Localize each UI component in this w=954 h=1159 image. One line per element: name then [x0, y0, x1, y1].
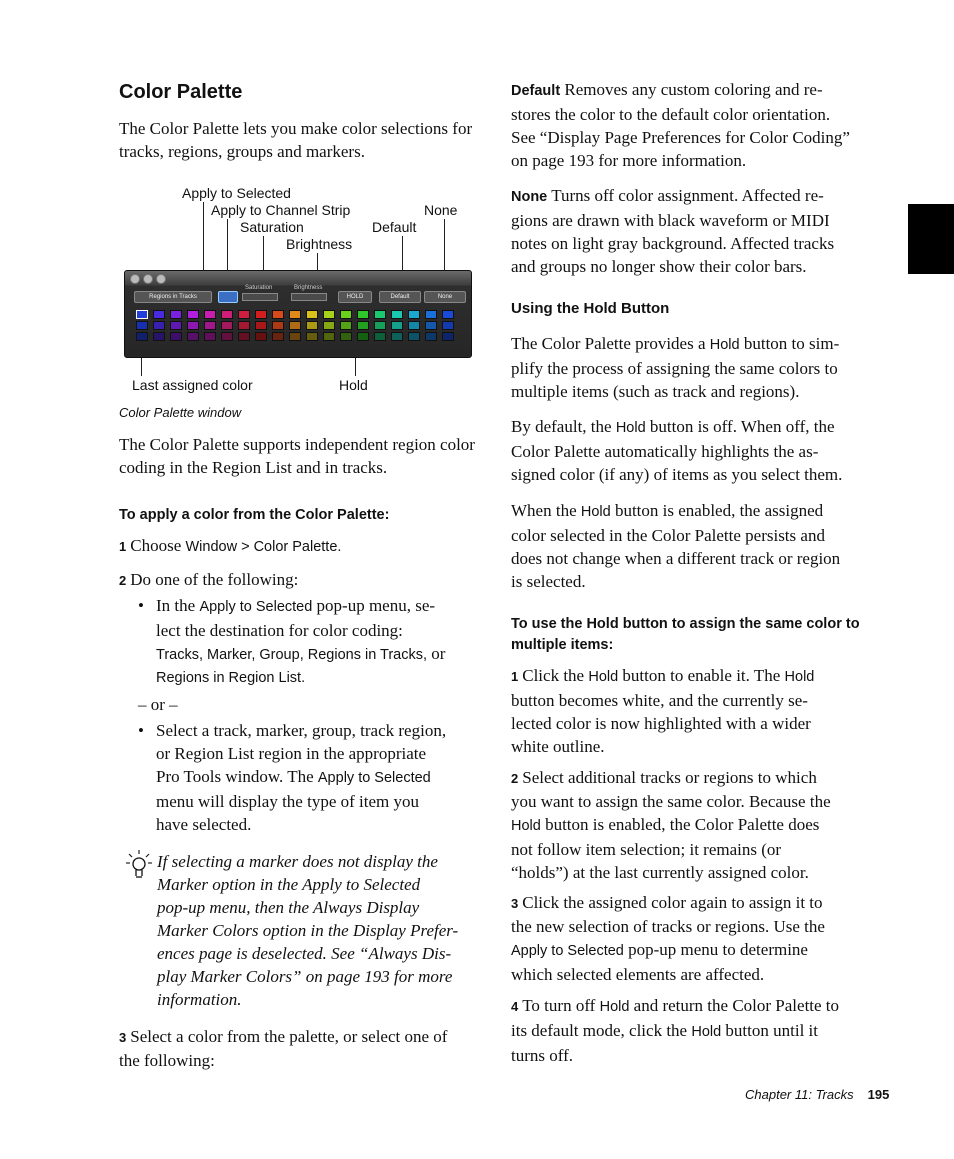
color-swatch[interactable]	[221, 310, 233, 319]
color-swatch[interactable]	[408, 321, 420, 330]
saturation-slider-label: Saturation	[245, 285, 273, 291]
color-swatch[interactable]	[391, 310, 403, 319]
or-separator: – or –	[138, 695, 178, 714]
hold-step-3: 3 Click the assigned color again to assign it to the new selection of tracks or regions. Use the Apply to Selected pop-up menu to determine which selected elements are affected.	[511, 893, 825, 984]
color-swatch[interactable]	[187, 321, 199, 330]
color-swatch[interactable]	[323, 310, 335, 319]
color-swatch[interactable]	[272, 332, 284, 341]
color-swatch[interactable]	[221, 321, 233, 330]
color-swatch[interactable]	[170, 310, 182, 319]
callout-none: None	[424, 202, 458, 218]
color-swatch[interactable]	[323, 321, 335, 330]
step-2: 2 Do one of the following:	[119, 570, 299, 589]
color-swatch[interactable]	[306, 310, 318, 319]
region-coding-paragraph: The Color Palette supports independent region color coding in the Region List and in tracks.	[119, 435, 475, 477]
callout-last-assigned-color: Last assigned color	[132, 377, 253, 393]
color-swatch[interactable]	[238, 321, 250, 330]
hold-step-4: 4 To turn off Hold and return the Color Palette to its default mode, click the Hold button until it turns off.	[511, 996, 840, 1065]
callout-apply-to-channel-strip: Apply to Channel Strip	[211, 202, 351, 218]
color-swatch[interactable]	[357, 332, 369, 341]
color-swatch[interactable]	[442, 321, 454, 330]
footer-chapter: Chapter 11: Tracks	[745, 1087, 854, 1102]
color-swatch[interactable]	[357, 321, 369, 330]
bullet-select-track: • Select a track, marker, group, track region, or Region List region in the appropriate Pro Tools window. The Apply to Selected menu will display the type of item you have selected.	[138, 721, 447, 834]
color-palette-window	[124, 270, 472, 358]
color-swatch[interactable]	[442, 332, 454, 341]
callout-brightness: Brightness	[286, 236, 353, 252]
color-swatch[interactable]	[255, 321, 267, 330]
color-swatch[interactable]	[204, 332, 216, 341]
color-swatch[interactable]	[289, 310, 301, 319]
color-swatch[interactable]	[289, 321, 301, 330]
color-swatch[interactable]	[408, 310, 420, 319]
color-swatch[interactable]	[170, 332, 182, 341]
color-swatch[interactable]	[187, 332, 199, 341]
color-swatch[interactable]	[170, 321, 182, 330]
default-definition: Default Removes any custom coloring and re- stores the color to the default color orientation. See “Display Page Preferences for Color Coding” on page 193 for more information.	[511, 80, 850, 170]
saturation-slider[interactable]	[242, 293, 278, 301]
callout-apply-to-selected: Apply to Selected	[182, 185, 291, 201]
color-swatch[interactable]	[425, 321, 437, 330]
color-swatch[interactable]	[204, 310, 216, 319]
color-swatch[interactable]	[425, 310, 437, 319]
brightness-slider[interactable]	[291, 293, 327, 301]
callout-default: Default	[372, 219, 417, 235]
color-swatch[interactable]	[238, 332, 250, 341]
color-swatch[interactable]	[306, 332, 318, 341]
color-swatch[interactable]	[374, 310, 386, 319]
close-window-icon[interactable]	[130, 274, 140, 284]
hold-step-1: 1 Click the Hold button to enable it. The Hold button becomes white, and the currently se- lected color is now highlighted with a wider white outline.	[511, 666, 815, 756]
color-swatch[interactable]	[221, 332, 233, 341]
color-swatch[interactable]	[272, 310, 284, 319]
color-swatch[interactable]	[391, 321, 403, 330]
color-swatch[interactable]	[204, 321, 216, 330]
color-swatch[interactable]	[340, 332, 352, 341]
color-swatch[interactable]	[442, 310, 454, 319]
step-3: 3 Select a color from the palette, or select one of the following:	[119, 1027, 448, 1070]
step-1: 1 Choose Window > Color Palette.	[119, 536, 342, 555]
color-swatch[interactable]	[272, 321, 284, 330]
page-number: 195	[867, 1087, 890, 1102]
bullet-apply-to-selected: • In the Apply to Selected pop-up menu, se- lect the destination for color coding: Tracks, Marker, Group, Regions in Tracks, or Regions in Region List.	[138, 596, 446, 686]
color-swatch[interactable]	[425, 332, 437, 341]
hold-button[interactable]: HOLD	[338, 291, 372, 303]
color-swatch[interactable]	[153, 332, 165, 341]
color-swatch[interactable]	[187, 310, 199, 319]
procedure-heading-apply-color: To apply a color from the Color Palette:	[119, 507, 390, 523]
figure-caption: Color Palette window	[119, 405, 242, 420]
hold-para-2: By default, the Hold button is off. When off, the Color Palette automatically highlights the as- signed color (if any) of items as you select them.	[511, 417, 843, 484]
lightbulb-tip-icon	[126, 849, 152, 881]
callout-saturation: Saturation	[240, 219, 304, 235]
color-swatch[interactable]	[136, 332, 148, 341]
apply-to-selected-popup[interactable]: Regions in Tracks	[134, 291, 212, 303]
color-swatch[interactable]	[238, 310, 250, 319]
hold-para-1: The Color Palette provides a Hold button to sim- plify the process of assigning the same colors to multiple items (such as track and regions).	[511, 334, 840, 401]
color-swatch[interactable]	[391, 332, 403, 341]
page-footer	[745, 1087, 889, 1102]
color-swatch[interactable]	[255, 332, 267, 341]
color-swatch[interactable]	[323, 332, 335, 341]
color-swatch[interactable]	[289, 332, 301, 341]
procedure-heading-hold: To use the Hold button to assign the same color to multiple items:	[511, 616, 860, 653]
brightness-slider-label: Brightness	[294, 285, 323, 291]
color-swatch[interactable]	[374, 332, 386, 341]
hold-section-heading: Using the Hold Button	[511, 300, 670, 317]
minimize-window-icon[interactable]	[143, 274, 153, 284]
hold-step-2: 2 Select additional tracks or regions to which you want to assign the same color. Because the Hold button is enabled, the Color Palette does not follow item selection; it remains (or “holds”) at the last currently assigned color.	[511, 768, 831, 882]
zoom-window-icon[interactable]	[156, 274, 166, 284]
section-title: Color Palette	[119, 81, 243, 103]
color-swatch[interactable]	[153, 310, 165, 319]
callout-hold: Hold	[339, 377, 368, 393]
color-swatch[interactable]	[408, 332, 420, 341]
color-swatch[interactable]	[340, 310, 352, 319]
color-swatch[interactable]	[255, 310, 267, 319]
intro-paragraph: The Color Palette lets you make color selections for tracks, regions, groups and markers.	[119, 119, 473, 161]
color-swatch[interactable]	[153, 321, 165, 330]
color-swatch[interactable]	[374, 321, 386, 330]
none-definition: None Turns off color assignment. Affected re- gions are drawn with black waveform or MIDI notes on light gray background. Affected tracks and groups no longer show their color bars.	[511, 186, 835, 276]
tip-note: If selecting a marker does not display the Marker option in the Apply to Selected pop-up menu, then the Always Display Marker Colors option in the Display Prefer- ences page is deselected. See “Always Dis- play Marker Colors” on page 193 for more information.	[157, 852, 459, 1009]
color-swatch[interactable]	[357, 310, 369, 319]
hold-para-3: When the Hold button is enabled, the assigned color selected in the Color Palette persists and does not change when a different track or region is selected.	[511, 501, 841, 591]
apply-to-channel-strip-button[interactable]	[218, 291, 238, 303]
color-swatch[interactable]	[306, 321, 318, 330]
chapter-thumb-tab	[908, 204, 954, 274]
default-button[interactable]: Default	[379, 291, 421, 303]
color-swatch[interactable]	[340, 321, 352, 330]
none-button[interactable]: None	[424, 291, 466, 303]
color-swatch[interactable]	[136, 310, 148, 319]
color-swatch[interactable]	[136, 321, 148, 330]
